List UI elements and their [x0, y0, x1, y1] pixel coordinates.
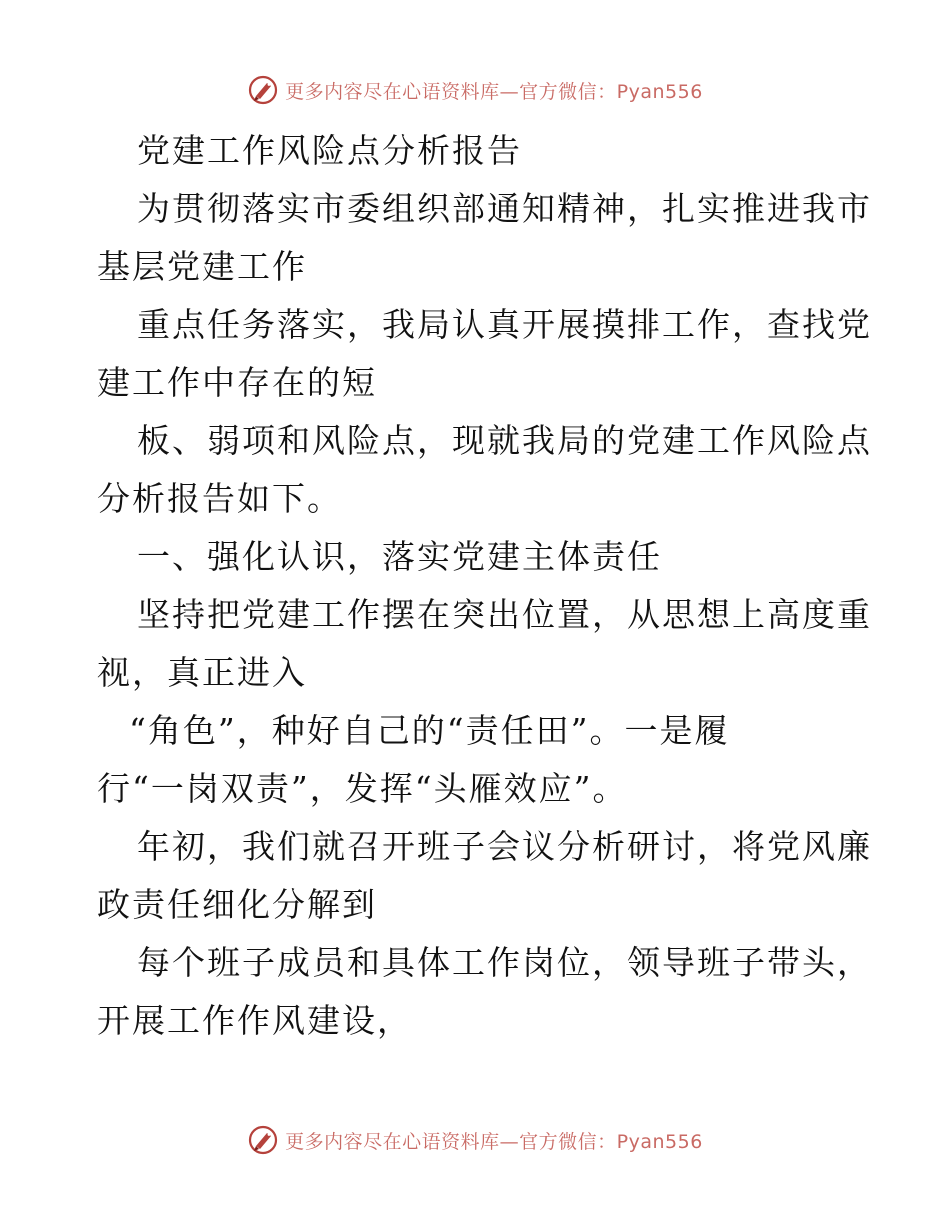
- banner-text: 更多内容尽在心语资料库—官方微信：Pyan556: [285, 1130, 703, 1153]
- paragraph-line: 政责任细化分解到: [97, 885, 377, 924]
- footer-banner: [0, 1120, 950, 1160]
- section-heading: 一、强化认识，落实党建主体责任: [137, 537, 662, 576]
- pen-seal-logo-icon: [247, 1124, 279, 1156]
- paragraph-line: 年初，我们就召开班子会议分析研讨，将党风廉: [137, 827, 872, 866]
- paragraph-line: 行“一岗双责”，发挥“头雁效应”。: [97, 769, 628, 808]
- pen-seal-logo-icon: [247, 74, 279, 106]
- document-title: 党建工作风险点分析报告: [137, 131, 522, 170]
- paragraph-line: 基层党建工作: [97, 247, 307, 286]
- paragraph-line: 建工作中存在的短: [97, 363, 377, 402]
- paragraph-line: 重点任务落实，我局认真开展摸排工作，查找党: [137, 305, 872, 344]
- paragraph-line: 板、弱项和风险点，现就我局的党建工作风险点: [137, 421, 872, 460]
- wechat-id: Pyan556: [616, 80, 703, 103]
- paragraph-line: 视，真正进入: [97, 653, 307, 692]
- paragraph-line: 为贯彻落实市委组织部通知精神，扎实推进我市: [137, 189, 872, 228]
- paragraph-line: 坚持把党建工作摆在突出位置，从思想上高度重: [137, 595, 872, 634]
- wechat-id: Pyan556: [616, 1130, 703, 1153]
- paragraph-line: 开展工作作风建设，: [97, 1001, 412, 1040]
- paragraph-line: 分析报告如下。: [97, 479, 342, 518]
- header-banner: [0, 70, 950, 110]
- banner-text: 更多内容尽在心语资料库—官方微信：Pyan556: [285, 80, 703, 103]
- paragraph-line: “角色”，种好自己的“责任田”。一是履: [129, 711, 730, 750]
- paragraph-line: 每个班子成员和具体工作岗位，领导班子带头，: [137, 943, 872, 982]
- document-body: [97, 122, 872, 1050]
